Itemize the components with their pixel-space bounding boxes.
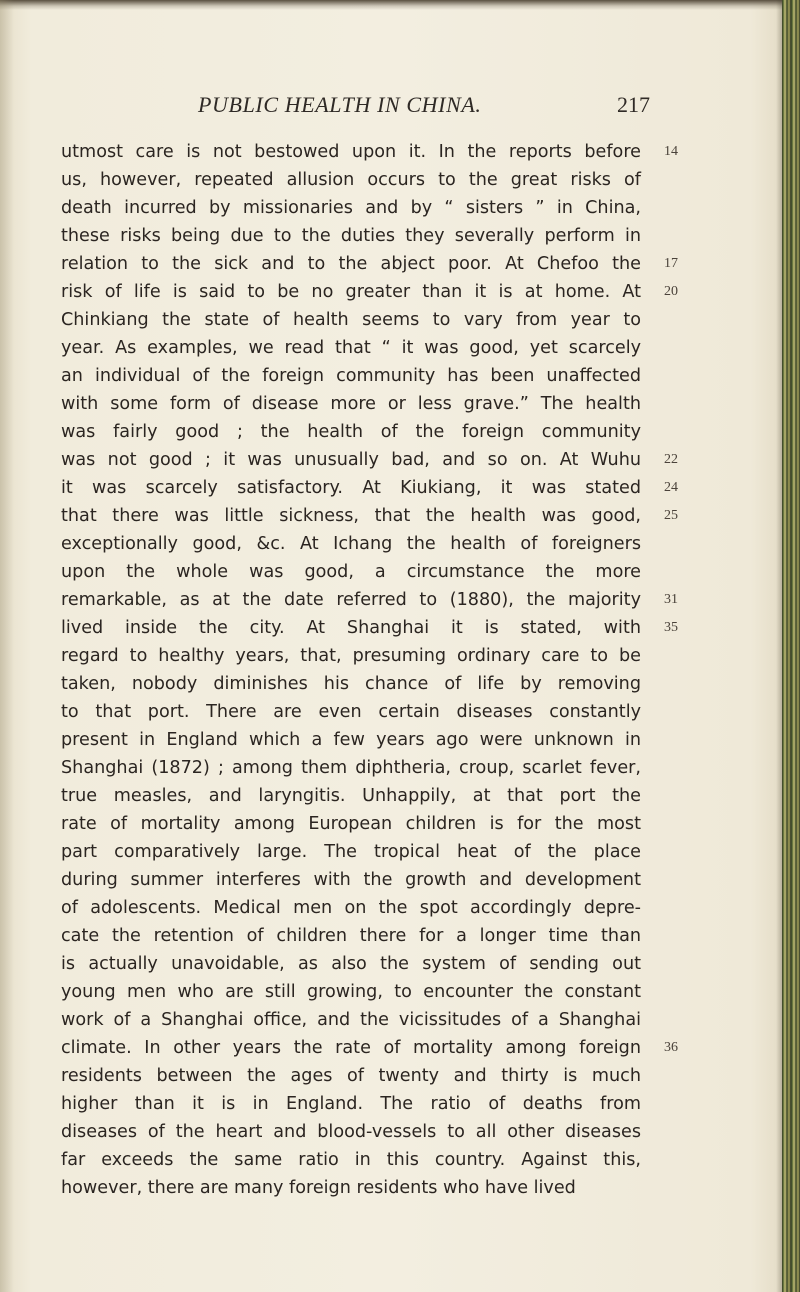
text-line: rate of mortality among European children is for the most <box>61 814 641 834</box>
running-title: PUBLIC HEALTH IN CHINA. <box>198 92 482 117</box>
text-line: risk of life is said to be no greater than it is at home. At <box>61 282 641 302</box>
text-line: during summer interferes with the growth and development <box>61 870 641 890</box>
text-line: death incurred by missionaries and by “ sisters ” in China, <box>61 198 641 218</box>
book-spine-edge <box>782 0 800 1292</box>
text-line: taken, nobody diminishes his chance of life by removing <box>61 674 641 694</box>
text-line: was not good ; it was unusually bad, and so on. At Wuhu <box>61 450 641 470</box>
margin-reference: 31 <box>664 592 678 607</box>
margin-reference: 20 <box>664 284 678 299</box>
text-line: is actually unavoidable, as also the system of sending out <box>61 954 641 974</box>
text-line: us, however, repeated allusion occurs to the great risks of <box>61 170 641 190</box>
text-line: far exceeds the same ratio in this country. Against this, <box>61 1150 641 1170</box>
page-number: 217 <box>617 92 650 117</box>
text-line: work of a Shanghai office, and the vicissitudes of a Shanghai <box>61 1010 641 1030</box>
text-line: to that port. There are even certain diseases constantly <box>61 702 641 722</box>
margin-reference: 14 <box>664 144 678 159</box>
margin-reference: 24 <box>664 480 678 495</box>
text-line: however, there are many foreign residents who have lived <box>61 1178 576 1198</box>
text-line: cate the retention of children there for a longer time than <box>61 926 641 946</box>
text-line: utmost care is not bestowed upon it. In the reports before <box>61 142 641 162</box>
text-line: regard to healthy years, that, presuming ordinary care to be <box>61 646 641 666</box>
text-line: higher than it is in England. The ratio of deaths from <box>61 1094 641 1114</box>
text-line: lived inside the city. At Shanghai it is stated, with <box>61 618 641 638</box>
text-line: of adolescents. Medical men on the spot accordingly depre- <box>61 898 641 918</box>
text-line: residents between the ages of twenty and thirty is much <box>61 1066 641 1086</box>
text-line: exceptionally good, &c. At Ichang the health of foreigners <box>61 534 641 554</box>
margin-reference: 22 <box>664 452 678 467</box>
text-line: present in England which a few years ago were unknown in <box>61 730 641 750</box>
text-line: was fairly good ; the health of the foreign community <box>61 422 641 442</box>
text-line: relation to the sick and to the abject poor. At Chefoo the <box>61 254 641 274</box>
page-left-edge <box>0 0 14 1292</box>
margin-reference: 36 <box>664 1040 678 1055</box>
text-line: it was scarcely satisfactory. At Kiukiang, it was stated <box>61 478 641 498</box>
page-top-shadow <box>0 0 782 10</box>
text-line: upon the whole was good, a circumstance the more <box>61 562 641 582</box>
text-line: true measles, and laryngitis. Unhappily, at that port the <box>61 786 641 806</box>
margin-reference: 35 <box>664 620 678 635</box>
text-line: year. As examples, we read that “ it was good, yet scarcely <box>61 338 641 358</box>
text-line: Shanghai (1872) ; among them diphtheria, croup, scarlet fever, <box>61 758 641 778</box>
text-line: Chinkiang the state of health seems to vary from year to <box>61 310 641 330</box>
margin-reference: 25 <box>664 508 678 523</box>
text-line: with some form of disease more or less grave.” The health <box>61 394 641 414</box>
margin-reference: 17 <box>664 256 678 271</box>
text-line: climate. In other years the rate of mortality among foreign <box>61 1038 641 1058</box>
text-line: diseases of the heart and blood-vessels to all other diseases <box>61 1122 641 1142</box>
text-line: that there was little sickness, that the health was good, <box>61 506 641 526</box>
text-line: part comparatively large. The tropical heat of the place <box>61 842 641 862</box>
text-line: remarkable, as at the date referred to (1880), the majority <box>61 590 641 610</box>
text-line: an individual of the foreign community has been unaffected <box>61 366 641 386</box>
text-line: these risks being due to the duties they severally perform in <box>61 226 641 246</box>
text-line: young men who are still growing, to encounter the constant <box>61 982 641 1002</box>
